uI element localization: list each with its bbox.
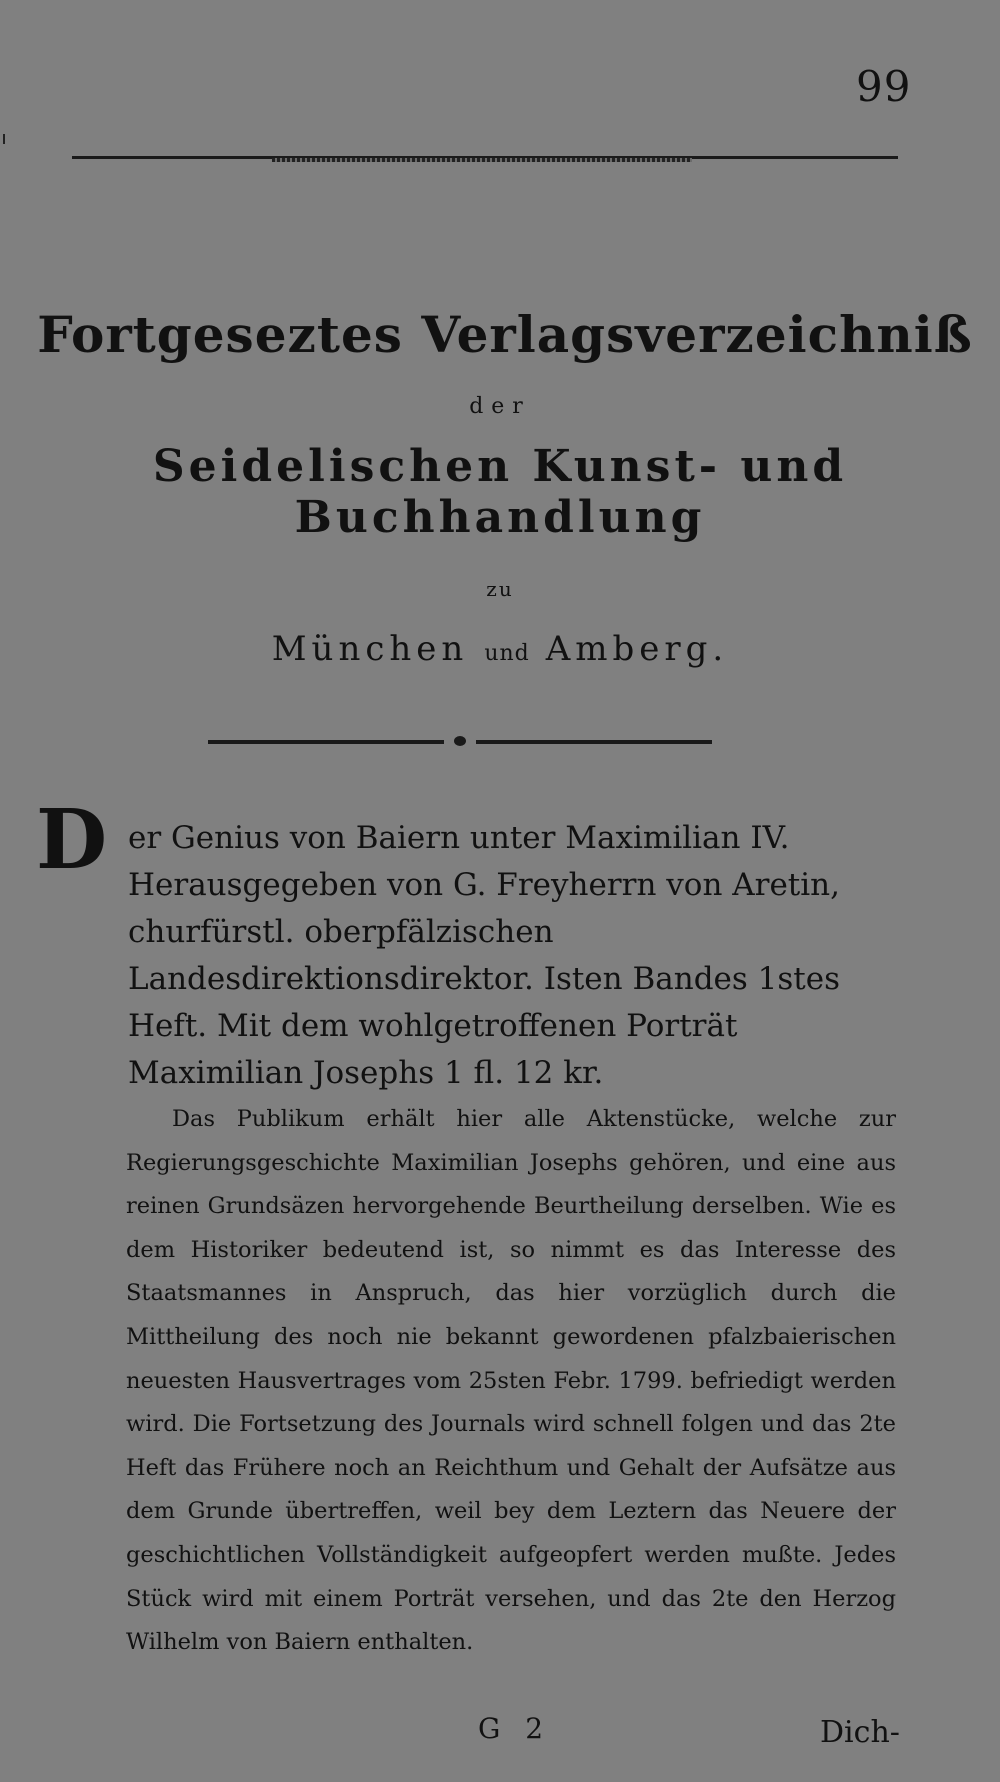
catchword: Dich-	[820, 1715, 900, 1750]
title-conjunction: und	[484, 641, 530, 666]
title-preposition: zu	[486, 577, 514, 601]
title-firm: Seidelischen Kunst- und Buchhandlung	[152, 441, 848, 543]
drop-cap: D	[36, 792, 108, 888]
catalog-entry	[36, 792, 900, 1097]
entry-annotation: Das Publikum erhält hier alle Aktenstücke, welche zur Regierungsgeschichte Maximilian Josephs gehören, und eine aus reinen Grundsäzen hervorgehende Beurtheilung derselben. Wie es dem Historiker bedeutend ist, so nimmt es das Interesse des Staatsmannes in Anspruch, das hier vorzüglich durch die Mittheilung des noch nie bekannt gewordenen pfalzbaierischen neuesten Hausvertrages vom 25sten Febr. 1799. befriedigt werden wird. Die Fortsetzung des Journals wird schnell folgen und das 2te Heft das Frühere noch an Reichthum und Gehalt der Aufsätze aus dem Grunde übertreffen, weil bey dem Leztern das Neuere der geschichtlichen Vollständigkeit aufgeopfert werden mußte. Jedes Stück wird mit einem Porträt versehen, und das 2te den Herzog Wilhelm von Baiern enthalten.	[126, 1106, 896, 1656]
printer-signature: G 2	[478, 1712, 552, 1745]
margin-mark	[3, 134, 5, 144]
entry-title	[36, 792, 900, 1097]
divider-dot	[454, 736, 466, 746]
header-rule	[72, 156, 898, 159]
divider-bar-right	[476, 740, 712, 744]
title-city-amberg: Amberg.	[545, 629, 729, 669]
divider-bar-left	[208, 740, 444, 744]
title-city-munich: München	[271, 629, 469, 669]
title-article: der	[469, 394, 531, 419]
ornamental-divider	[208, 739, 712, 745]
title-block	[0, 305, 1000, 669]
page-number: 99	[856, 62, 912, 111]
title-cities	[0, 629, 1000, 669]
entry-title-text: er Genius von Baiern unter Maximilian IV. Herausgegeben von G. Freyherrn von Aretin, churfürstl. oberpfälzischen Landesdirektionsdirektor. Isten Bandes 1stes Heft. Mit dem wohlgetroffenen Porträt Maximilian Josephs 1 fl. 12 kr.	[128, 820, 841, 1091]
title-main: Fortgeseztes Verlagsverzeichniß	[37, 305, 973, 364]
